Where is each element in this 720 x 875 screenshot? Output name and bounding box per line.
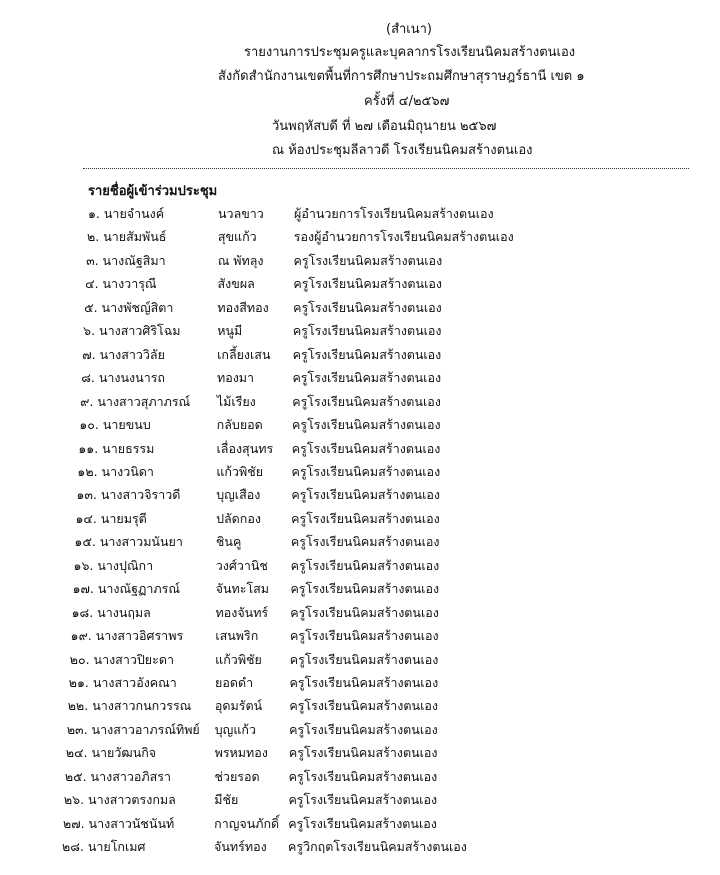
- attendee-surname: ปลัดกอง: [216, 510, 261, 526]
- attendee-position: ครูโรงเรียนนิคมสร้างตนเอง: [291, 510, 440, 526]
- attendee-position: ครูโรงเรียนนิคมสร้างตนเอง: [293, 276, 442, 292]
- attendee-surname: ไม้เรียง: [216, 393, 256, 409]
- attendee-row: [0, 229, 720, 245]
- attendee-surname: ชินคู: [215, 534, 242, 550]
- attendee-surname: พรหมทอง: [214, 745, 268, 761]
- attendee-position: ครูโรงเรียนนิคมสร้างตนเอง: [291, 440, 441, 456]
- report-title: รายงานการประชุมครูและบุคลากรโรงเรียนนิคมสร้างตนเอง: [244, 45, 576, 60]
- attendee-surname: ช่วยรอด: [214, 768, 260, 784]
- attendee-position: ครูโรงเรียนนิคมสร้างตนเอง: [290, 557, 440, 573]
- attendee-name: ๑. นายจำนงค์: [88, 206, 165, 221]
- attendee-name: ๙. นางสาวสุภาภรณ์: [80, 393, 191, 409]
- attendee-name: ๔. นางวารุณี: [85, 276, 157, 292]
- attendee-surname: มีชัย: [214, 792, 239, 808]
- attendee-surname: บุญแก้ว: [214, 721, 256, 737]
- attendee-name: ๓. นางณัฐสิมา: [86, 252, 166, 268]
- attendee-position: ผู้อำนวยการโรงเรียนนิคมสร้างตนเอง: [294, 206, 494, 221]
- attendee-row: [0, 206, 720, 222]
- attendee-row: [0, 300, 720, 316]
- attendee-position: ครูโรงเรียนนิคมสร้างตนเอง: [289, 698, 438, 714]
- attendee-row: [0, 511, 720, 527]
- attendee-surname: นวลขาว: [218, 206, 264, 221]
- attendee-name: ๒๐. นางสาวปิยะดา: [69, 651, 174, 667]
- attendee-row: [0, 323, 720, 339]
- meeting-venue: ณ ห้องประชุมลีลาวดี โรงเรียนนิคมสร้างตนเอง: [272, 143, 533, 158]
- attendee-position: ครูโรงเรียนนิคมสร้างตนเอง: [292, 393, 441, 409]
- attendee-position: ครูโรงเรียนนิคมสร้างตนเอง: [291, 463, 441, 479]
- attendee-name: ๑๒. นางวนิดา: [77, 463, 154, 479]
- attendee-position: ครูโรงเรียนนิคมสร้างตนเอง: [291, 487, 440, 503]
- attendee-surname: ทองมา: [216, 370, 255, 386]
- attendee-name: ๑๐. นายขนบ: [79, 417, 151, 433]
- attendee-row: [0, 370, 720, 386]
- attendee-position: ครูวิกฤตโรงเรียนนิคมสร้างตนเอง: [288, 839, 467, 855]
- attendee-row: [0, 722, 720, 738]
- attendee-name: ๒. นายสัมพันธ์: [87, 229, 167, 245]
- attendee-name: ๑๘. นางนฤมล: [71, 604, 151, 620]
- attendee-surname: กลับยอด: [216, 417, 263, 433]
- attendee-surname: ทองจันทร์: [215, 604, 269, 620]
- attendee-surname: ณ พัทลุง: [217, 252, 264, 268]
- attendee-surname: จันทะโสม: [215, 581, 270, 597]
- attendee-row: [0, 839, 720, 855]
- attendee-surname: กาญจนภักดิ์: [214, 815, 280, 831]
- copy-mark: (สำเนา): [386, 22, 433, 37]
- attendee-position: ครูโรงเรียนนิคมสร้างตนเอง: [288, 792, 438, 808]
- attendee-name: ๕. นางพัชญ์สิตา: [84, 299, 174, 315]
- attendee-position: ครูโรงเรียนนิคมสร้างตนเอง: [288, 815, 437, 831]
- attendee-row: [0, 581, 720, 597]
- attendee-row: [0, 276, 720, 292]
- attendee-position: ครูโรงเรียนนิคมสร้างตนเอง: [292, 346, 442, 362]
- attendee-position: ครูโรงเรียนนิคมสร้างตนเอง: [290, 534, 440, 550]
- attendee-position: ครูโรงเรียนนิคมสร้างตนเอง: [293, 252, 443, 268]
- attendee-position: ครูโรงเรียนนิคมสร้างตนเอง: [290, 628, 439, 644]
- attendee-row: [0, 698, 720, 714]
- attendee-name: ๑๑. นายธรรม: [78, 440, 155, 456]
- attendee-surname: วงศ์วานิช: [215, 557, 268, 573]
- attendee-surname: สุขแก้ว: [217, 229, 257, 245]
- attendee-position: ครูโรงเรียนนิคมสร้างตนเอง: [292, 323, 442, 339]
- attendee-name: ๖. นางสาวศิริโฉม: [83, 323, 181, 339]
- attendee-surname: เลื่องสุนทร: [216, 440, 274, 456]
- attendee-surname: อุดมรัตน์: [214, 698, 263, 714]
- attendee-surname: สังขผล: [217, 276, 255, 292]
- attendee-surname: บุญเสือง: [216, 487, 261, 503]
- attendee-row: [0, 652, 720, 668]
- attendee-surname: แก้วพิชัย: [215, 651, 262, 667]
- attendee-position: ครูโรงเรียนนิคมสร้างตนเอง: [288, 768, 438, 784]
- attendee-row: [0, 253, 720, 269]
- attendee-name: ๑๓. นางสาวจิราวดี: [76, 487, 181, 503]
- attendee-row: [0, 628, 720, 644]
- attendee-name: ๒๓. นางสาวอาภรณ์ทิพย์: [66, 721, 200, 737]
- attendee-row: [0, 394, 720, 410]
- attendee-row: [0, 558, 720, 574]
- attendee-name: ๒๘. นายโกเมศ: [62, 839, 146, 855]
- attendee-name: ๒๖. นางสาวตรงกมล: [63, 792, 176, 808]
- attendee-surname: ยอดดำ: [215, 675, 254, 690]
- attendee-name: ๑๖. นางปุณิกา: [73, 557, 154, 573]
- attendee-position: ครูโรงเรียนนิคมสร้างตนเอง: [290, 604, 439, 620]
- attendee-name: ๒๒. นางสาวกนกวรรณ: [67, 698, 192, 714]
- attendee-name: ๒๗. นางสาวนัชนันท์: [62, 815, 175, 831]
- attendees-heading: รายชื่อผู้เข้าร่วมประชุม: [88, 184, 218, 199]
- attendee-surname: เกลี้ยงเสน: [217, 346, 271, 362]
- attendee-row: [0, 417, 720, 433]
- attendee-row: [0, 441, 720, 457]
- attendee-name: ๑๔. นายมรุตี: [75, 510, 147, 526]
- attendee-surname: แก้วพิชัย: [216, 463, 264, 479]
- attendee-position: ครูโรงเรียนนิคมสร้างตนเอง: [288, 745, 438, 761]
- attendee-position: ครูโรงเรียนนิคมสร้างตนเอง: [293, 299, 442, 315]
- attendee-name: ๑๗. นางณัฐฏาภรณ์: [72, 581, 180, 597]
- attendee-position: ครูโรงเรียนนิคมสร้างตนเอง: [289, 651, 439, 667]
- attendee-row: [0, 534, 720, 550]
- meeting-date: วันพฤหัสบดี ที่ ๒๗ เดือนมิถุนายน ๒๕๖๗: [272, 119, 497, 134]
- attendee-row: [0, 605, 720, 621]
- attendee-position: ครูโรงเรียนนิคมสร้างตนเอง: [289, 675, 439, 690]
- attendee-name: ๗. นางสาววิลัย: [82, 346, 165, 362]
- attendee-row: [0, 675, 720, 691]
- attendee-position: ครูโรงเรียนนิคมสร้างตนเอง: [289, 721, 438, 737]
- attendee-row: [0, 487, 720, 503]
- attendee-name: ๘. นางนงนารถ: [81, 370, 166, 386]
- attendee-name: ๒๔. นายวัฒนกิจ: [65, 745, 157, 761]
- attendee-name: ๒๕. นางสาวอภิสรา: [64, 768, 171, 784]
- attendee-position: ครูโรงเรียนนิคมสร้างตนเอง: [292, 417, 441, 433]
- attendee-row: [0, 816, 720, 832]
- attendee-name: ๑๕. นางสาวมนันยา: [74, 534, 183, 550]
- attendee-surname: หนูมี: [217, 323, 243, 339]
- attendee-row: [0, 745, 720, 761]
- attendee-surname: จันทร์ทอง: [214, 839, 267, 855]
- meeting-session: ครั้งที่ ๔/๒๕๖๗: [364, 94, 450, 109]
- attendee-name: ๑๙. นางสาวอิศราพร: [70, 628, 184, 644]
- attendee-row: [0, 464, 720, 480]
- attendee-position: ครูโรงเรียนนิคมสร้างตนเอง: [290, 581, 440, 597]
- attendee-position: รองผู้อำนวยการโรงเรียนนิคมสร้างตนเอง: [293, 229, 514, 245]
- attendee-row: [0, 347, 720, 363]
- attendee-surname: ทองสีทอง: [217, 299, 269, 315]
- attendee-name: ๒๑. นางสาวอังคณา: [68, 675, 177, 690]
- report-affiliation: สังกัดสำนักงานเขตพื้นที่การศึกษาประถมศึกษาสุราษฎร์ธานี เขต ๑: [218, 69, 585, 84]
- attendee-row: [0, 792, 720, 808]
- attendee-row: [0, 769, 720, 785]
- attendee-surname: เสนพริก: [215, 628, 259, 644]
- attendee-position: ครูโรงเรียนนิคมสร้างตนเอง: [292, 370, 442, 386]
